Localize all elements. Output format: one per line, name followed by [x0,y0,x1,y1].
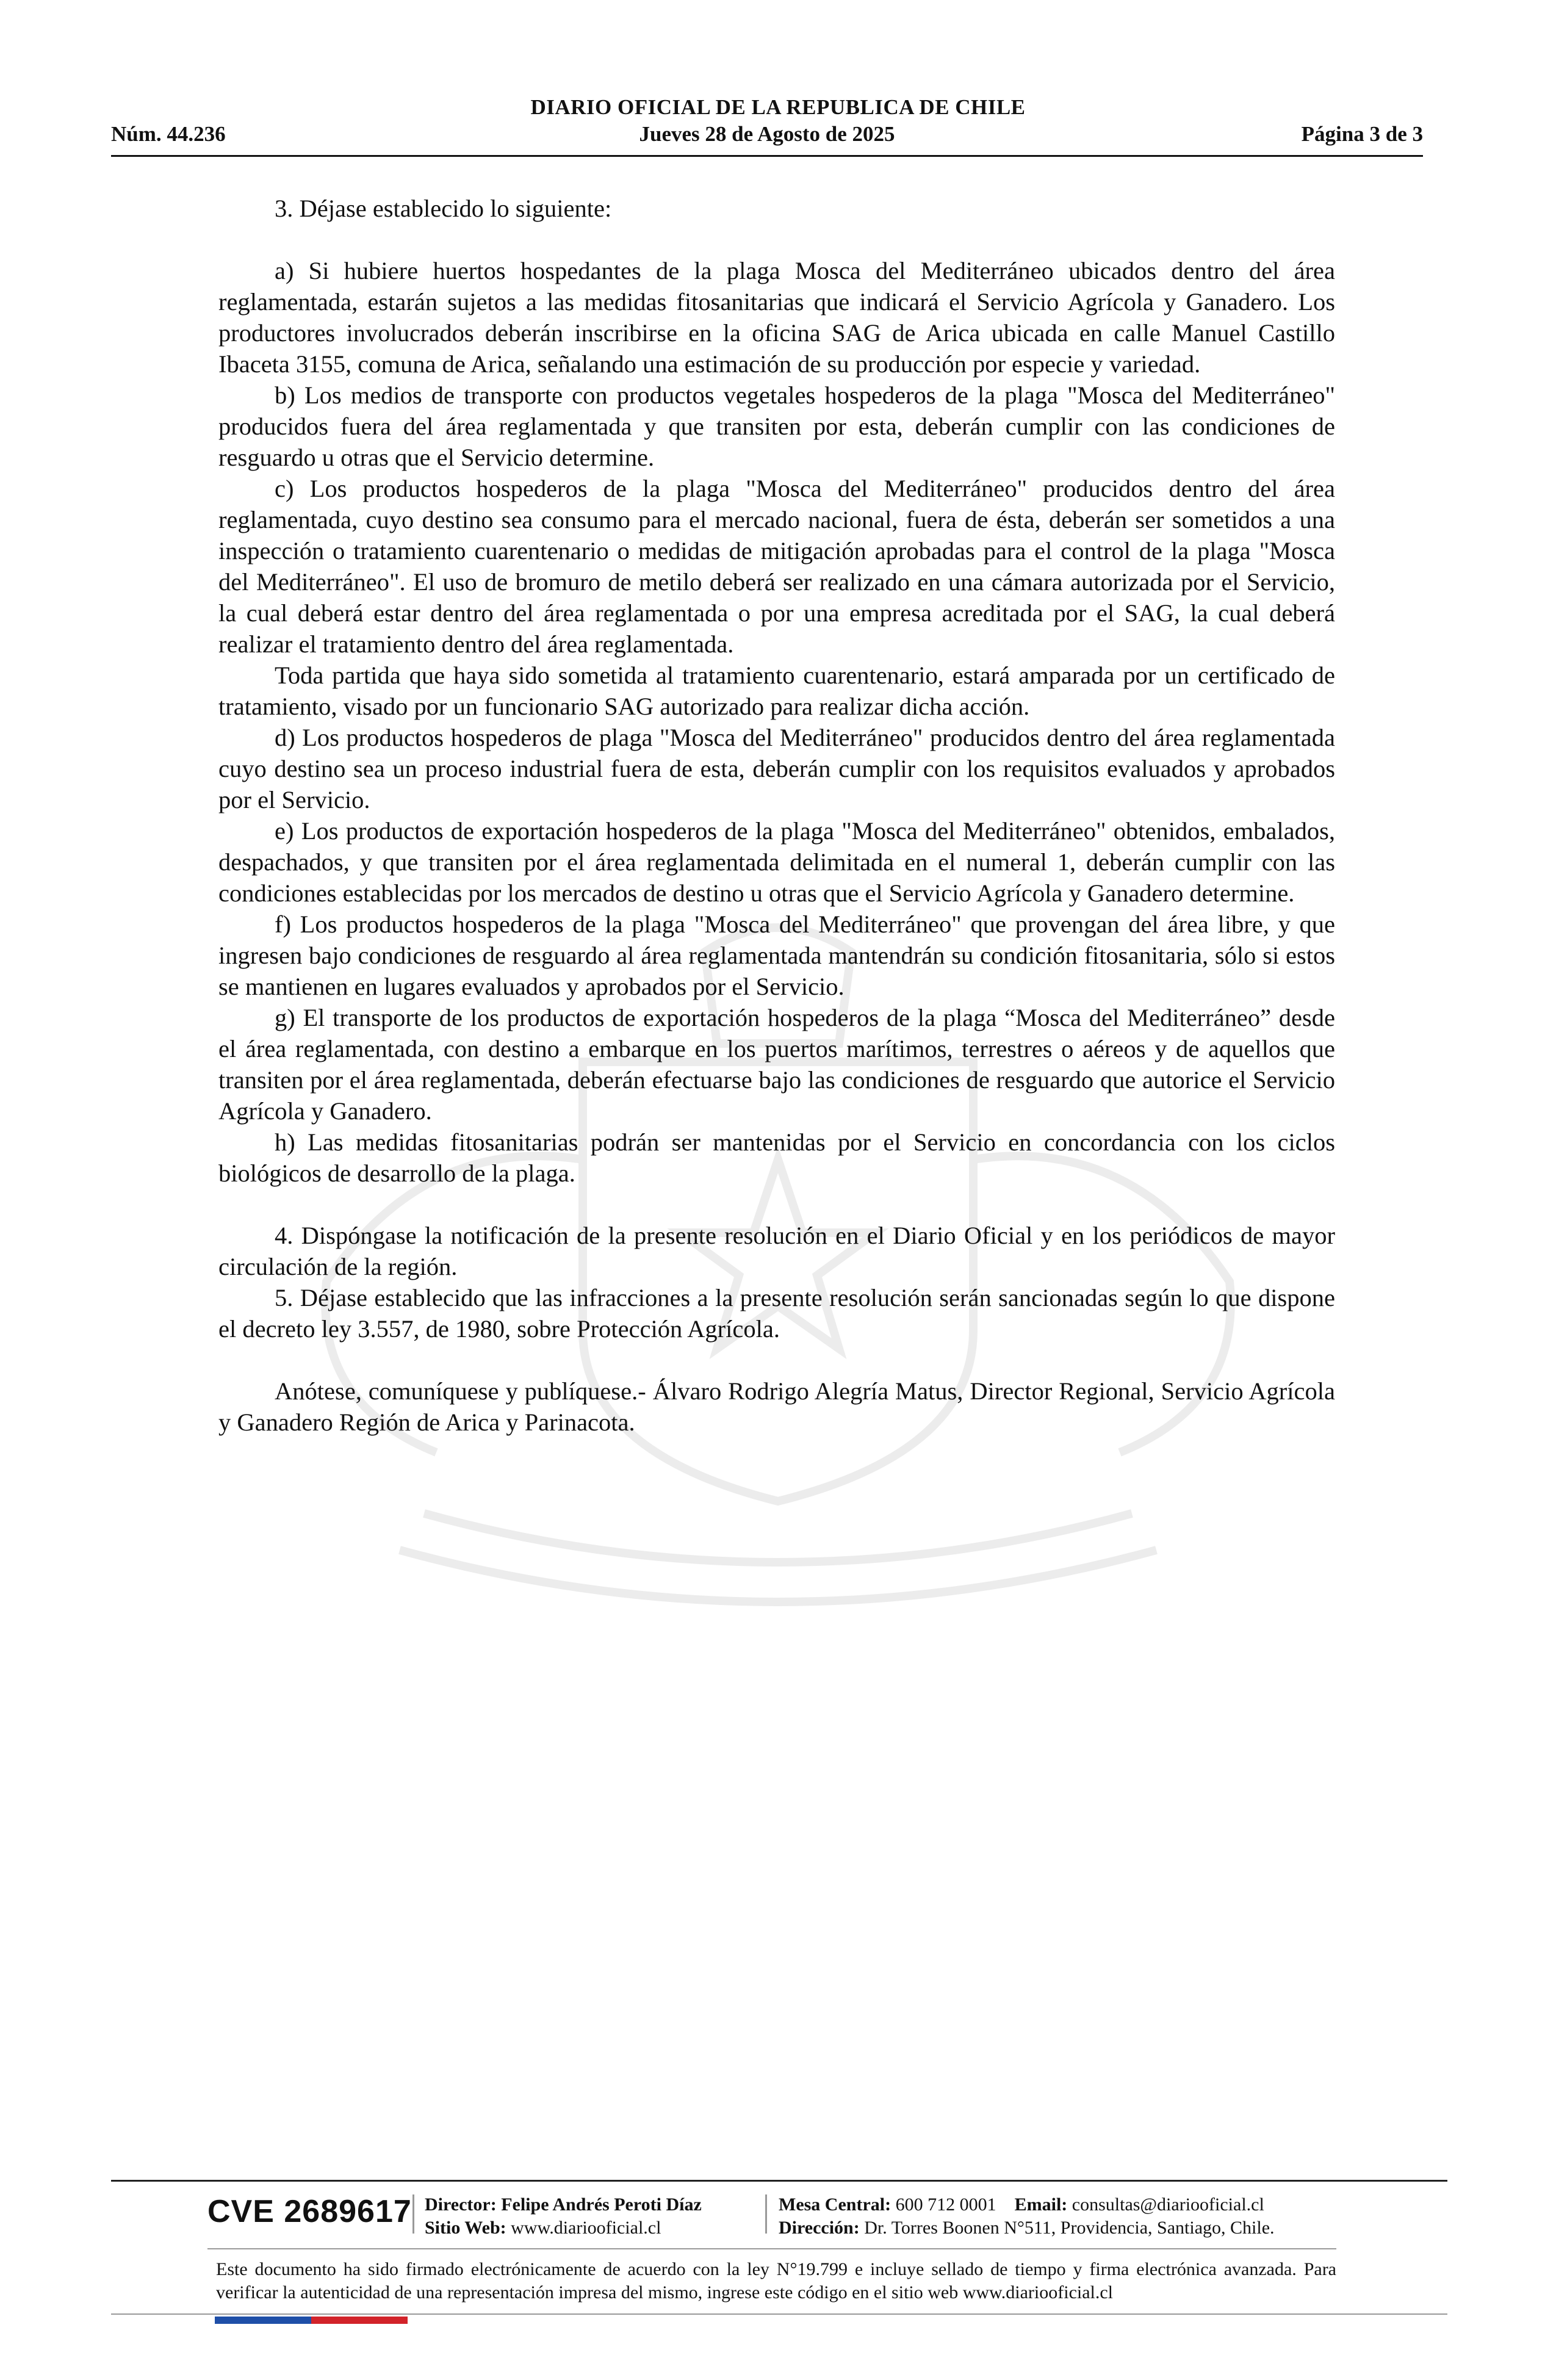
paragraph-5: 5. Déjase establecido que las infracciones a la presente resolución serán sancionadas según lo que dispone el decreto ley 3.557, de 1980, sobre Protección Agrícola. [218,1284,1335,1343]
phone-number: 600 712 0001 [895,2194,996,2215]
footer-separator [765,2194,767,2234]
paragraph-3: 3. Déjase establecido lo siguiente: [275,195,612,222]
paragraph-3h: h) Las medidas fitosanitarias podrán ser mantenidas por el Servicio en concordancia con los ciclos biológicos de desarrollo de la plaga. [218,1128,1335,1187]
signature-paragraph: Anótese, comuníquese y publíquese.- Álvaro Rodrigo Alegría Matus, Director Regional, Servicio Agrícola y Ganadero Región de Arica y Parinacota. [218,1377,1335,1436]
paragraph-3a: a) Si hubiere huertos hospedantes de la plaga Mosca del Mediterráneo ubicados dentro del área reglamentada, estarán sujetos a las medidas fitosanitarias que indicará el Servicio Agrícola y Ganadero. Los productores involucrados deberán inscribirse en la oficina SAG de Arica ubicada en calle Manuel Castillo Ibaceta 3155, comuna de Arica, señalando una estimación de su producción por especie y variedad. [218,257,1335,378]
flag-blue-stripe [215,2317,311,2324]
paragraph-3c-cont: Toda partida que haya sido sometida al tratamiento cuarentenario, estará amparada por un certificado de tratamiento, visado por un funcionario SAG autorizado para realizar dicha acción. [218,662,1335,720]
paragraph-3e: e) Los productos de exportación hospederos de la plaga "Mosca del Mediterráneo" obtenidos, embalados, despachados, y que transiten por el área reglamentada delimitada en el numeral 1, deberán cumplir con las condiciones establecidas por los mercados de destino u otras que el Servicio Agrícola y Ganadero determine. [218,817,1335,907]
header-row [111,122,1423,149]
director-name: Felipe Andrés Peroti Díaz [501,2194,702,2215]
paragraph-3b: b) Los medios de transporte con productos vegetales hospederos de la plaga "Mosca del Mediterráneo" producidos fuera del área reglamentada y que transiten por esta, deberán cumplir con las condiciones de resguardo u otras que el Servicio determine. [218,381,1335,471]
flag-red-stripe [311,2317,408,2324]
newspaper-title: DIARIO OFICIAL DE LA REPUBLICA DE CHILE [530,95,1026,119]
address-value: Dr. Torres Boonen N°511, Providencia, Santiago, Chile. [864,2218,1275,2238]
footer-separator [412,2194,414,2234]
website-link[interactable]: www.diariooficial.cl [511,2218,661,2238]
resolution-body [218,193,1335,1438]
page-indicator: Página 3 de 3 [1301,122,1423,146]
issue-number: Núm. 44.236 [111,122,226,146]
paragraph-3f: f) Los productos hospederos de la plaga "Mosca del Mediterráneo" que provengan del área libre, y que ingresen bajo condiciones de resguardo al área reglamentada mantendrán su condición fitosanitaria, sólo si estos se mantienen en lugares evaluados y aprobados por el Servicio. [218,911,1335,1000]
paragraph-3c: c) Los productos hospederos de la plaga "Mosca del Mediterráneo" producidos dentro del área reglamentada, cuyo destino sea consumo para el mercado nacional, fuera de ésta, deberán ser sometidos a una inspección o tratamiento cuarentenario o medidas de mitigación aprobadas para el control de la plaga "Mosca del Mediterráneo". El uso de bromuro de metilo deberá ser realizado en una cámara autorizada por el Servicio, la cual deberá estar dentro del área reglamentada o por una empresa acreditada por el SAG, la cual deberá realizar el tratamiento dentro del área reglamentada. [218,475,1335,658]
paragraph-3g: g) El transporte de los productos de exportación hospederos de la plaga “Mosca del Mediterráneo” desde el área reglamentada, con destino a embarque en los puertos marítimos, terrestres o aéreos y de aquellos que transiten por el área reglamentada, deberán efectuarse bajo las condiciones de resguardo que autorice el Servicio Agrícola y Ganadero. [218,1004,1335,1125]
electronic-signature-note: Este documento ha sido firmado electrónicamente de acuerdo con la ley N°19.799 e incluye sellado de tiempo y firma electrónica avanzada. Para verificar la autenticidad de una representación impresa del mismo, ingrese este código en el sitio web www.diariooficial.cl [216,2259,1336,2302]
flag-stripe [215,2317,408,2324]
email-label: Email: [1014,2194,1068,2215]
footer-divider-top [111,2180,1447,2182]
footer-contact-block [779,2193,1275,2240]
footer-divider-bottom [111,2313,1447,2315]
cve-code: CVE 2689617 [207,2194,412,2229]
footer-divider-middle [207,2248,1336,2249]
paragraph-3d: d) Los productos hospederos de plaga "Mosca del Mediterráneo" producidos dentro del área reglamentada cuyo destino sea un proceso industrial fuera de esta, deberán cumplir con los requisitos evaluados y aprobados por el Servicio. [218,724,1335,813]
issue-date: Jueves 28 de Agosto de 2025 [639,122,895,146]
header-divider [111,155,1423,157]
phone-label: Mesa Central: [779,2194,891,2215]
address-label: Dirección: [779,2218,860,2238]
footer-director-block [425,2193,702,2240]
email-link[interactable]: consultas@diariooficial.cl [1072,2194,1264,2215]
paragraph-4: 4. Dispóngase la notificación de la presente resolución en el Diario Oficial y en los periódicos de mayor circulación de la región. [218,1222,1335,1280]
website-label: Sitio Web: [425,2218,506,2238]
director-label: Director: [425,2194,497,2215]
